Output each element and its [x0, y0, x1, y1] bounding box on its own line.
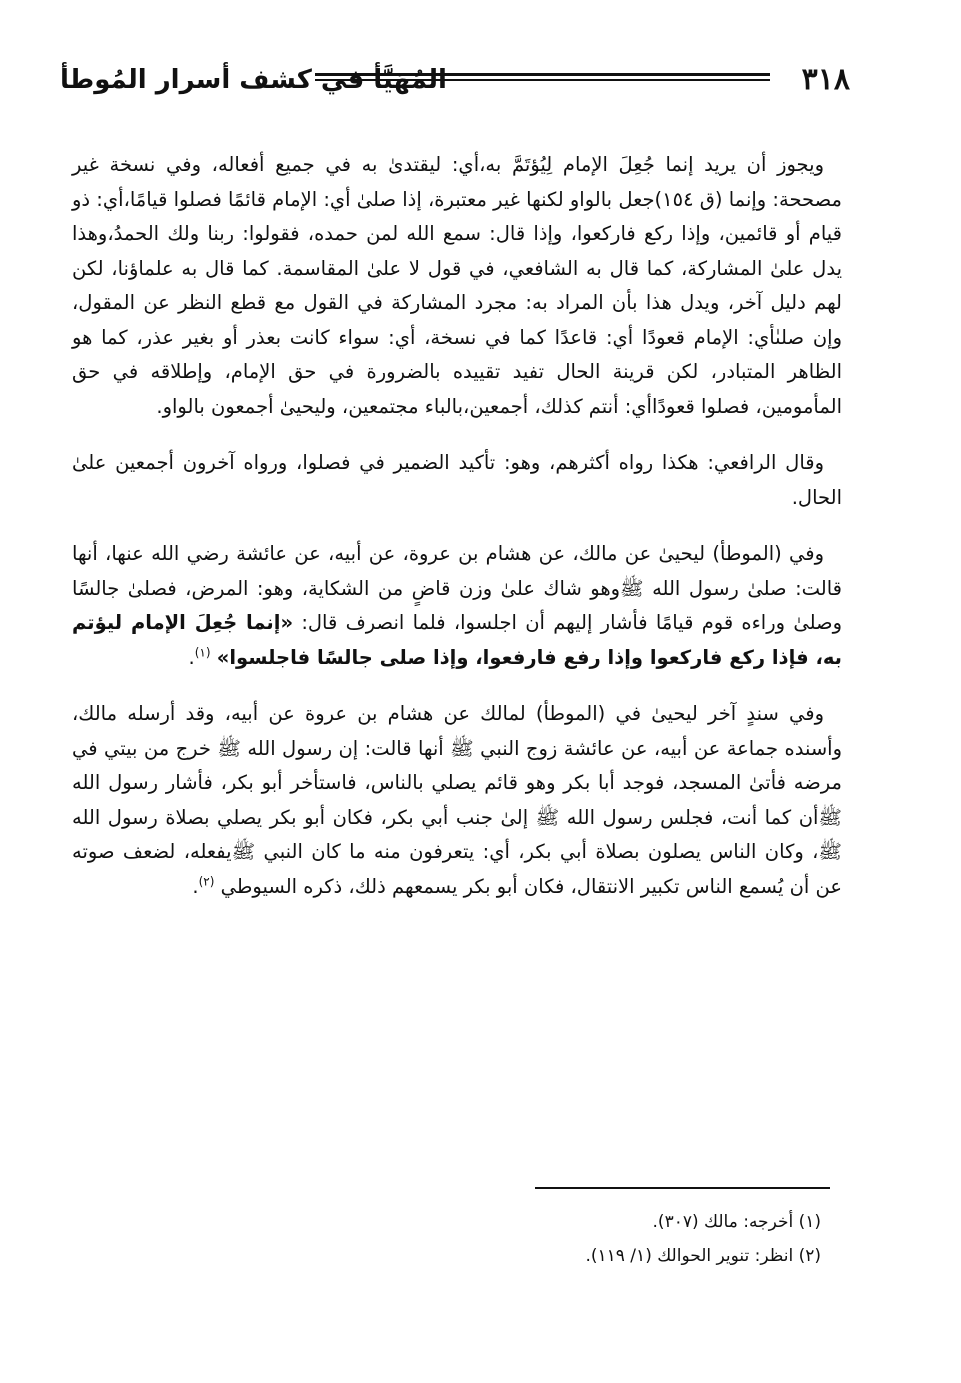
footnote-2: (٢) انظر: تنوير الحوالك (١/ ١١٩). [585, 1246, 821, 1266]
paragraph-4: وفي سندٍ آخر ليحيىٰ في (الموطأ) لمالك عن هشام بن عروة عن أبيه، وقد أرسله مالك، وأسنده جماعة عن أبيه، عن عائشة زوج النبي ﷺ أنها قالت: إن رسول الله ﷺ خرج من بيتي في مرضه فأتىٰ المسجد، فوجد أبا بكر وهو قائم يصلي بالناس، فاستأخر أبو بكر، فأشار رسول الله ﷺأن كما أنت، فجلس رسول الله ﷺ إلىٰ جنب أبي بكر، فكان أبو بكر يصلي بصلاة رسول الله ﷺ، وكان الناس يصلون بصلاة أبي بكر، أي: يتعرفون منه ما كان النبي ﷺيفعله، لضعف صوته عن أن يُسمع الناس تكبير الانتقال، فكان أبو بكر يسمعهم ذلك، ذكره السيوطي $^{(٢)}$. [72, 702, 842, 898]
paragraph-1-text: ويجوز أن يريد إنما جُعِلَ الإمام لِيُؤتَمَّ به،أي: ليقتدىٰ به في جميع أفعاله، وفي نسخة غير مصححة: وإنما (ق ١٥٤)جعل بالواو لكنها غير معتبرة، إذا صلىٰ أي: الإمام قائمًا فصلوا قيامًا،أي: ذو قيام أو قائمين، وإذا ركع فاركعوا، وإذا قال: سمع الله لمن حمده، فقولوا: ربنا ولك الحمدُ،وهذا يدل علىٰ المشاركة، كما قال به الشافعي، في قول لا علىٰ المقاسمة. كما قال به علماؤنا، لكن لهم دليل آخر، ويدل هذا بأن المراد به: مجرد المشاركة في القول مع قطع النظر عن المقول، وإن صلىٰأي: الإمام قعودًا أي: قاعدًا كما في نسخة، أي: سواء كانت بعذر أو بغير عذر، كما هو الظاهر المتبادر، لكن قرينة الحال تفيد تقييده بالضرورة في حق الإمام، وإطلاقه في حق المأمومين، فصلوا قعودًاأي: أنتم كذلك، أجمعين،بالباء مجتمعين، وليحيىٰ أجمعون بالواو. [72, 153, 842, 418]
paragraph-4-text: وفي سندٍ آخر ليحيىٰ في (الموطأ) لمالك عن هشام بن عروة عن أبيه، وقد أرسله مالك، وأسنده جماعة عن أبيه، عن عائشة زوج النبي ﷺ أنها قالت: إن رسول الله ﷺ خرج من بيتي في مرضه فأتىٰ المسجد، فوجد أبا بكر وهو قائم يصلي بالناس، فاستأخر أبو بكر، فأشار رسول الله ﷺأن كما أنت، فجلس رسول الله ﷺ إلىٰ جنب أبي بكر، فكان أبو بكر يصلي بصلاة رسول الله ﷺ، وكان الناس يصلون بصلاة أبي بكر، أي: يتعرفون منه ما كان النبي ﷺيفعله، لضعف صوته عن أن يُسمع الناس تكبير الانتقال، فكان أبو بكر يسمعهم ذلك، ذكره السيوطي [72, 702, 842, 898]
footnotes [201, 1205, 821, 1273]
paragraph-2 [72, 446, 842, 515]
paragraph-3-text: وفي (الموطأ) ليحيىٰ عن مالك، عن هشام بن عروة، عن أبيه، عن عائشة رضي الله عنها، أنها قالت: صلىٰ رسول الله ﷺوهو شاك علىٰ وزن قاضٍ من الشكاية، وهو: المرض، فصلىٰ جالسًا وصلىٰ وراءه قوم قيامًا فأشار إليهم أن اجلسوا، فلما انصرف قال: [72, 542, 843, 634]
footnote-1: (١) أخرجه: مالك (٣٠٧). [652, 1212, 821, 1232]
main-text [72, 148, 842, 926]
hadith-quote: «إنما جُعِلَ الإمام ليؤتم به، فإذا ركع فاركعوا وإذا رفع فارفعوا، وإذا صلى جالسًا فاجلسوا» [72, 611, 842, 669]
footnote-ref-2[interactable]: (٢) [198, 874, 215, 888]
running-title: المُهَيَّأ في كشف أسرار المُوطأ [60, 65, 447, 95]
page-number: ٣١٨ [801, 62, 850, 97]
footnote-separator [535, 1187, 830, 1189]
paragraph-2-text: وقال الرافعي: هكذا رواه أكثرهم، وهو: تأكيد الضمير في فصلوا، ورواه آخرون أجمعين علىٰ الحال. [72, 451, 842, 509]
paragraph-3: وفي (الموطأ) ليحيىٰ عن مالك، عن هشام بن عروة، عن أبيه، عن عائشة رضي الله عنها، أنها قالت: صلىٰ رسول الله ﷺوهو شاك علىٰ وزن قاضٍ من الشكاية، وهو: المرض، فصلىٰ جالسًا وصلىٰ وراءه قوم قيامًا فأشار إليهم أن اجلسوا، فلما انصرف قال: «إنما جُعِلَ الإمام ليؤتم به، فإذا ركع فاركعوا وإذا رفع فارفعوا، وإذا صلى جالسًا فاجلسوا» $^{(١)}$. [72, 542, 843, 669]
paragraph-1 [72, 148, 842, 424]
page-header [60, 62, 850, 102]
footnote-ref-1[interactable]: (١) [194, 645, 211, 659]
